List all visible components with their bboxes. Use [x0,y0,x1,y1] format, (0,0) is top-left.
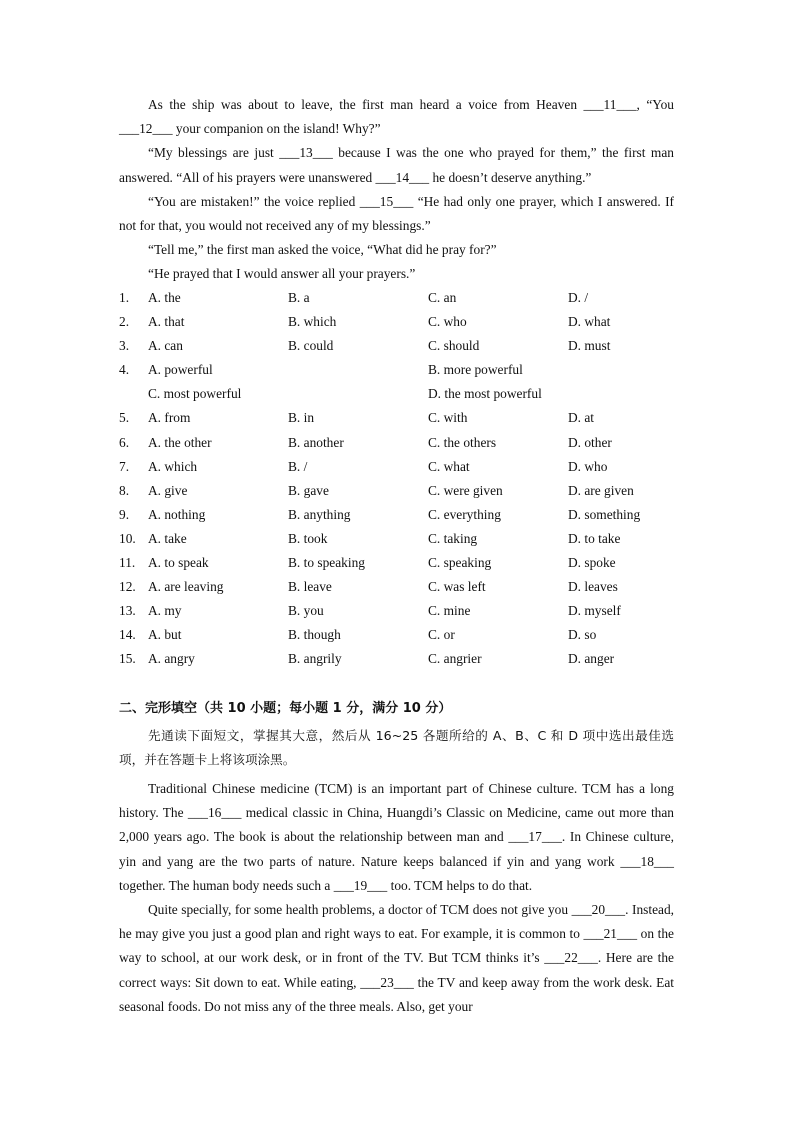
option-d: D. are given [568,482,634,498]
option-c: C. mine [428,603,471,619]
paragraph: “My blessings are just ___13___ because I was the one who prayed for them,” the first man answered. “All of his prayers were unanswered ___14___ he doesn’t deserve anything.” [119,145,674,185]
option-row [119,310,674,334]
option-c: C. an [428,290,457,305]
option-row [119,455,674,479]
option-c: C. what [428,458,470,474]
question-number: 7. [119,458,130,474]
question-number: 1. [119,290,130,305]
option-a: A. that [148,314,185,330]
option-c: C. speaking [428,555,492,571]
option-c: C. the others [428,434,497,450]
option-a: A. nothing [148,506,206,522]
question-number: 2. [119,314,130,330]
option-b: B. though [288,627,341,643]
option-b: B. took [288,530,328,546]
option-a: A. can [148,338,183,354]
option-row [119,527,674,551]
option-row [119,551,674,575]
question-number: 3. [119,338,130,354]
option-row [119,503,674,527]
option-a: A. take [148,530,187,546]
option-c: C. angrier [428,651,482,667]
options-list [119,286,674,672]
option-d: D. so [568,627,597,643]
option-c: C. with [428,410,468,426]
question-number: 9. [119,506,130,522]
option-b: B. anything [288,506,351,522]
option-a: A. angry [148,651,195,667]
option-b: B. / [288,458,308,474]
option-d: D. other [568,434,612,450]
option-a: A. from [148,410,191,426]
paragraph: Traditional Chinese medicine (TCM) is an important part of Chinese culture. TCM has a long history. The ___16___ medical classic in China, Huangdi’s Classic on Medicine, came out more than 2,000 years ago. The book is about the relationship between man and ___17___. In Chinese culture, yin and yang are the two parts of nature. Nature keeps balanced if yin and yang work ___18___ together. The human body needs such a ___19___ too. TCM helps to do that. [119,781,674,893]
option-d: D. anger [568,651,615,667]
section-2-heading: 二、完形填空（共 10 小题；每小题 1 分，满分 10 分） [119,701,452,716]
option-d: D. something [568,506,641,522]
option-b: B. another [288,434,344,450]
option-d: D. to take [568,530,621,546]
paragraph: Quite specially, for some health problems, a doctor of TCM does not give you ___20___. Instead, he may give you just a good plan and right ways to eat. For example, it is common to ___21___ on the way to school, at our work desk, or in front of the TV. But TCM thinks it’s ___22___. Here are the correct ways: Sit down to eat. While eating, ___23___ the TV and keep away from the work desk. Eat seasonal foods. Do not miss any of the three meals. Also, get your [119,902,674,1014]
paragraph: “He prayed that I would answer all your prayers.” [148,266,416,282]
question-number: 4. [119,362,130,378]
option-c: C. was left [428,579,486,595]
option-c: D. the most powerful [428,386,542,402]
option-row [119,575,674,599]
option-d: D. leaves [568,579,618,595]
option-row [119,479,674,503]
option-b: B. you [288,603,324,619]
question-number: 12. [119,579,136,595]
option-a: A. which [148,458,198,474]
question-number: 10. [119,530,136,546]
question-number: 6. [119,434,130,450]
option-a: A. to speak [148,555,209,571]
option-c: C. should [428,338,480,354]
option-row [119,647,674,671]
option-d: D. myself [568,603,621,619]
option-a: A. give [148,482,188,498]
option-b: B. in [288,410,315,426]
option-a: A. powerful [148,362,213,378]
option-b: B. which [288,314,337,330]
option-d: D. at [568,410,595,426]
question-number: 14. [119,627,136,643]
option-row [119,286,674,310]
passage-2 [119,777,674,1019]
paragraph: “Tell me,” the first man asked the voice, “What did he pray for?” [148,242,497,258]
option-b: B. gave [288,482,329,498]
option-c: C. everything [428,506,501,522]
question-number: 5. [119,410,130,426]
option-a: A. but [148,627,182,643]
option-a: C. most powerful [148,386,242,402]
question-number: 8. [119,482,130,498]
option-row [119,334,674,358]
option-c: C. taking [428,530,478,546]
option-c: C. who [428,314,467,330]
option-a: A. are leaving [148,579,224,595]
option-row [119,599,674,623]
option-a: A. the other [148,434,212,450]
option-d: D. who [568,458,608,474]
question-number: 11. [119,555,136,571]
passage-1 [119,93,674,287]
option-b: B. to speaking [288,555,365,571]
option-d: D. spoke [568,555,616,571]
paragraph: “You are mistaken!” the voice replied ___15___ “He had only one prayer, which I answered. If not for that, you would not received any of my blessings.” [119,193,674,234]
instruction-text: 先通读下面短文，掌握其大意，然后从 16~25 各题所给的 A、B、C 和 D 项中选出最佳选项，并在答题卡上将该项涂黑。 [119,728,674,768]
option-b: B. leave [288,579,332,595]
option-row [119,358,674,382]
option-c: C. or [428,627,455,643]
question-number: 13. [119,603,136,619]
option-b: B. angrily [288,651,342,667]
option-c: B. more powerful [428,362,523,378]
section-2-instruction [119,724,674,772]
option-b: B. a [288,290,310,305]
paragraph: As the ship was about to leave, the first man heard a voice from Heaven ___11___, “You ___12___ your companion on the island! Why?” [119,97,674,137]
option-a: A. the [148,290,181,305]
question-number: 15. [119,651,136,667]
option-c: C. were given [428,482,503,498]
option-d: D. what [568,314,611,330]
option-row [119,623,674,647]
option-d: D. / [568,290,589,305]
option-row [119,406,674,430]
option-row [119,382,674,406]
option-d: D. must [568,338,611,354]
option-row [119,431,674,455]
option-b: B. could [288,338,334,354]
option-a: A. my [148,603,182,619]
